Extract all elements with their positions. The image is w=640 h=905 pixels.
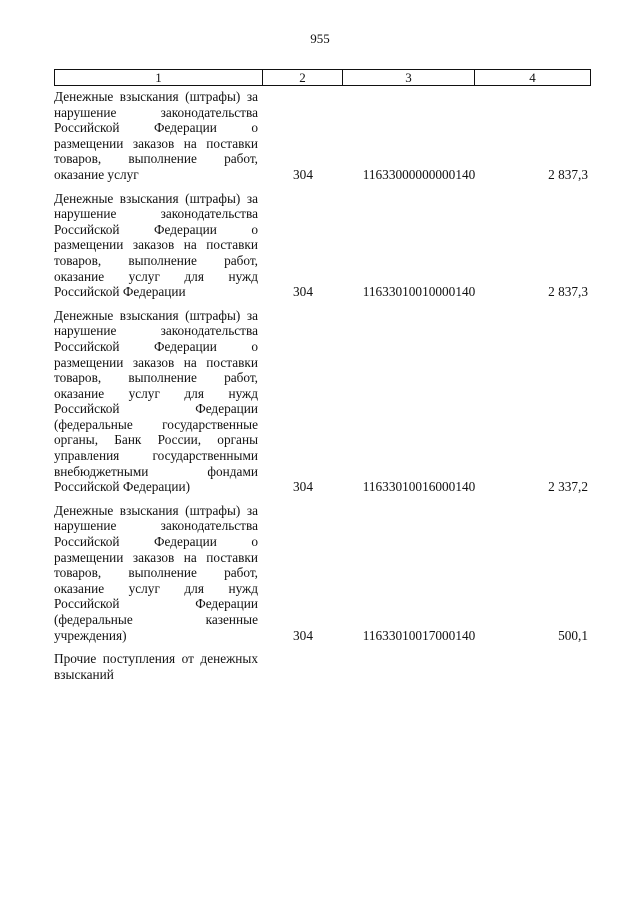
- budget-rows: [54, 89, 590, 690]
- row-amount: 2 337,2: [548, 479, 588, 495]
- column-header-4: 4: [475, 70, 591, 86]
- table-row: [54, 191, 590, 300]
- row-description: Денежные взыскания (штрафы) за нарушение законодательства Российской Федерации о размещении заказов на поставки товаров, выполнение работ, оказание услуг для нужд Российской Федерации (федеральные казенные учреждения): [54, 502, 258, 643]
- table-row: [54, 308, 590, 495]
- row-classification-code: 11633000000000140: [362, 166, 476, 182]
- row-classification-code: 11633010016000140: [362, 479, 476, 495]
- row-admin-code: 304: [293, 166, 313, 182]
- column-header-3: 3: [343, 70, 475, 86]
- column-header-1: 1: [55, 70, 263, 86]
- column-header-2: 2: [263, 70, 343, 86]
- row-amount: 2 837,3: [548, 166, 588, 182]
- row-classification-code: 11633010017000140: [362, 627, 476, 643]
- row-admin-code: 304: [293, 627, 313, 643]
- row-admin-code: 304: [293, 284, 313, 300]
- row-amount: 2 837,3: [548, 284, 588, 300]
- column-header-table: [54, 69, 591, 86]
- column-header-row: [55, 70, 591, 86]
- row-description: Денежные взыскания (штрафы) за нарушение законодательства Российской Федерации о размещении заказов на поставки товаров, выполнение работ, оказание услуг для нужд Российской Федерации (федеральные государственные органы, Банк России, органы управления государственными внебюджетными фондами Российской Федерации): [54, 307, 258, 495]
- row-classification-code: 11633010010000140: [362, 284, 476, 300]
- page-number: 955: [310, 31, 330, 46]
- table-row: [54, 89, 590, 183]
- row-description: Прочие поступления от денежных взысканий: [54, 651, 258, 682]
- row-amount: 500,1: [558, 627, 588, 643]
- row-description: Денежные взыскания (штрафы) за нарушение законодательства Российской Федерации о размещении заказов на поставки товаров, выполнение работ, оказание услуг для нужд Российской Федерации: [54, 190, 258, 300]
- table-row: [54, 503, 590, 643]
- row-admin-code: 304: [293, 479, 313, 495]
- table-row: [54, 651, 590, 682]
- row-description: Денежные взыскания (штрафы) за нарушение законодательства Российской Федерации о размещении заказов на поставки товаров, выполнение работ, оказание услуг: [54, 89, 258, 182]
